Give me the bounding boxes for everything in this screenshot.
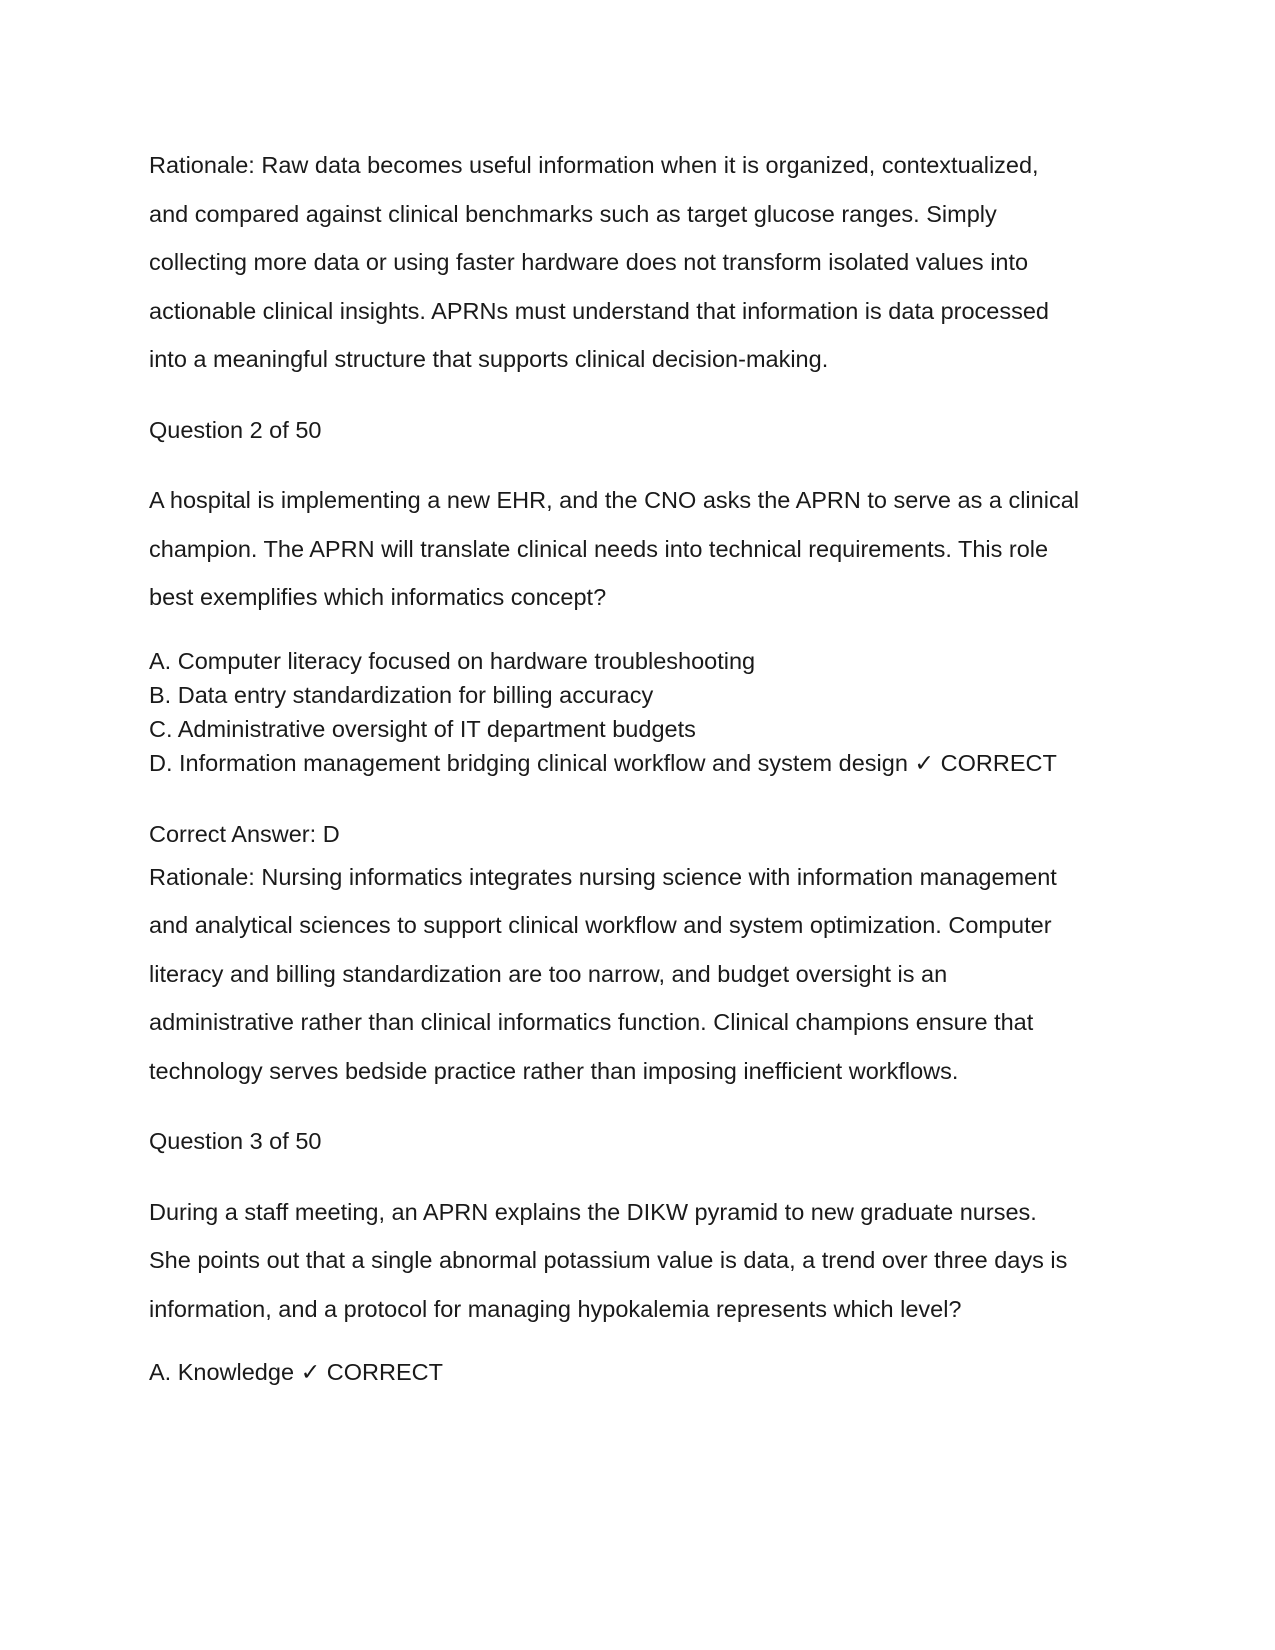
q2-options	[149, 644, 1149, 781]
q1-rationale: Rationale: Raw data becomes useful information when it is organized, contextualized, and compared against clinical benchmarks such as target glucose ranges. Simply collecting more data or using faster hardware does not transform isolated values into actionable clinical insights. APRNs must understand that information is data processed into a meaningful structure that supports clinical decision-making.	[149, 152, 1049, 372]
q3-option-a: A. Knowledge ✓ CORRECT	[149, 1359, 443, 1386]
q3-options	[149, 1355, 1149, 1389]
correct-marker: ✓ CORRECT	[300, 1359, 443, 1386]
document-page	[149, 141, 1149, 1389]
q2-correct-answer: Correct Answer: D	[149, 820, 340, 847]
q2-option-b: B. Data entry standardization for billing accuracy	[149, 681, 654, 708]
q2-option-c: C. Administrative oversight of IT department budgets	[149, 716, 696, 743]
q2-option-d: D. Information management bridging clinical workflow and system design ✓ CORRECT	[149, 750, 1057, 777]
correct-marker: ✓ CORRECT	[914, 750, 1057, 777]
q2-rationale: Rationale: Nursing informatics integrates nursing science with information management and analytical sciences to support clinical workflow and system optimization. Computer literacy and billing standardization are too narrow, and budget oversight is an administrative rather than clinical informatics function. Clinical champions ensure that technology serves bedside practice rather than imposing inefficient workflows.	[149, 863, 1057, 1084]
q3-heading: Question 3 of 50	[149, 1128, 322, 1155]
q2-stem: A hospital is implementing a new EHR, and the CNO asks the APRN to serve as a clinical champion. The APRN will translate clinical needs into technical requirements. This role best exemplifies which informatics concept?	[149, 487, 1079, 610]
q2-option-a: A. Computer literacy focused on hardware troubleshooting	[149, 647, 756, 674]
q3-stem: During a staff meeting, an APRN explains the DIKW pyramid to new graduate nurses. She points out that a single abnormal potassium value is data, a trend over three days is information, and a protocol for managing hypokalemia represents which level?	[149, 1198, 1068, 1322]
q2-heading: Question 2 of 50	[149, 416, 322, 443]
